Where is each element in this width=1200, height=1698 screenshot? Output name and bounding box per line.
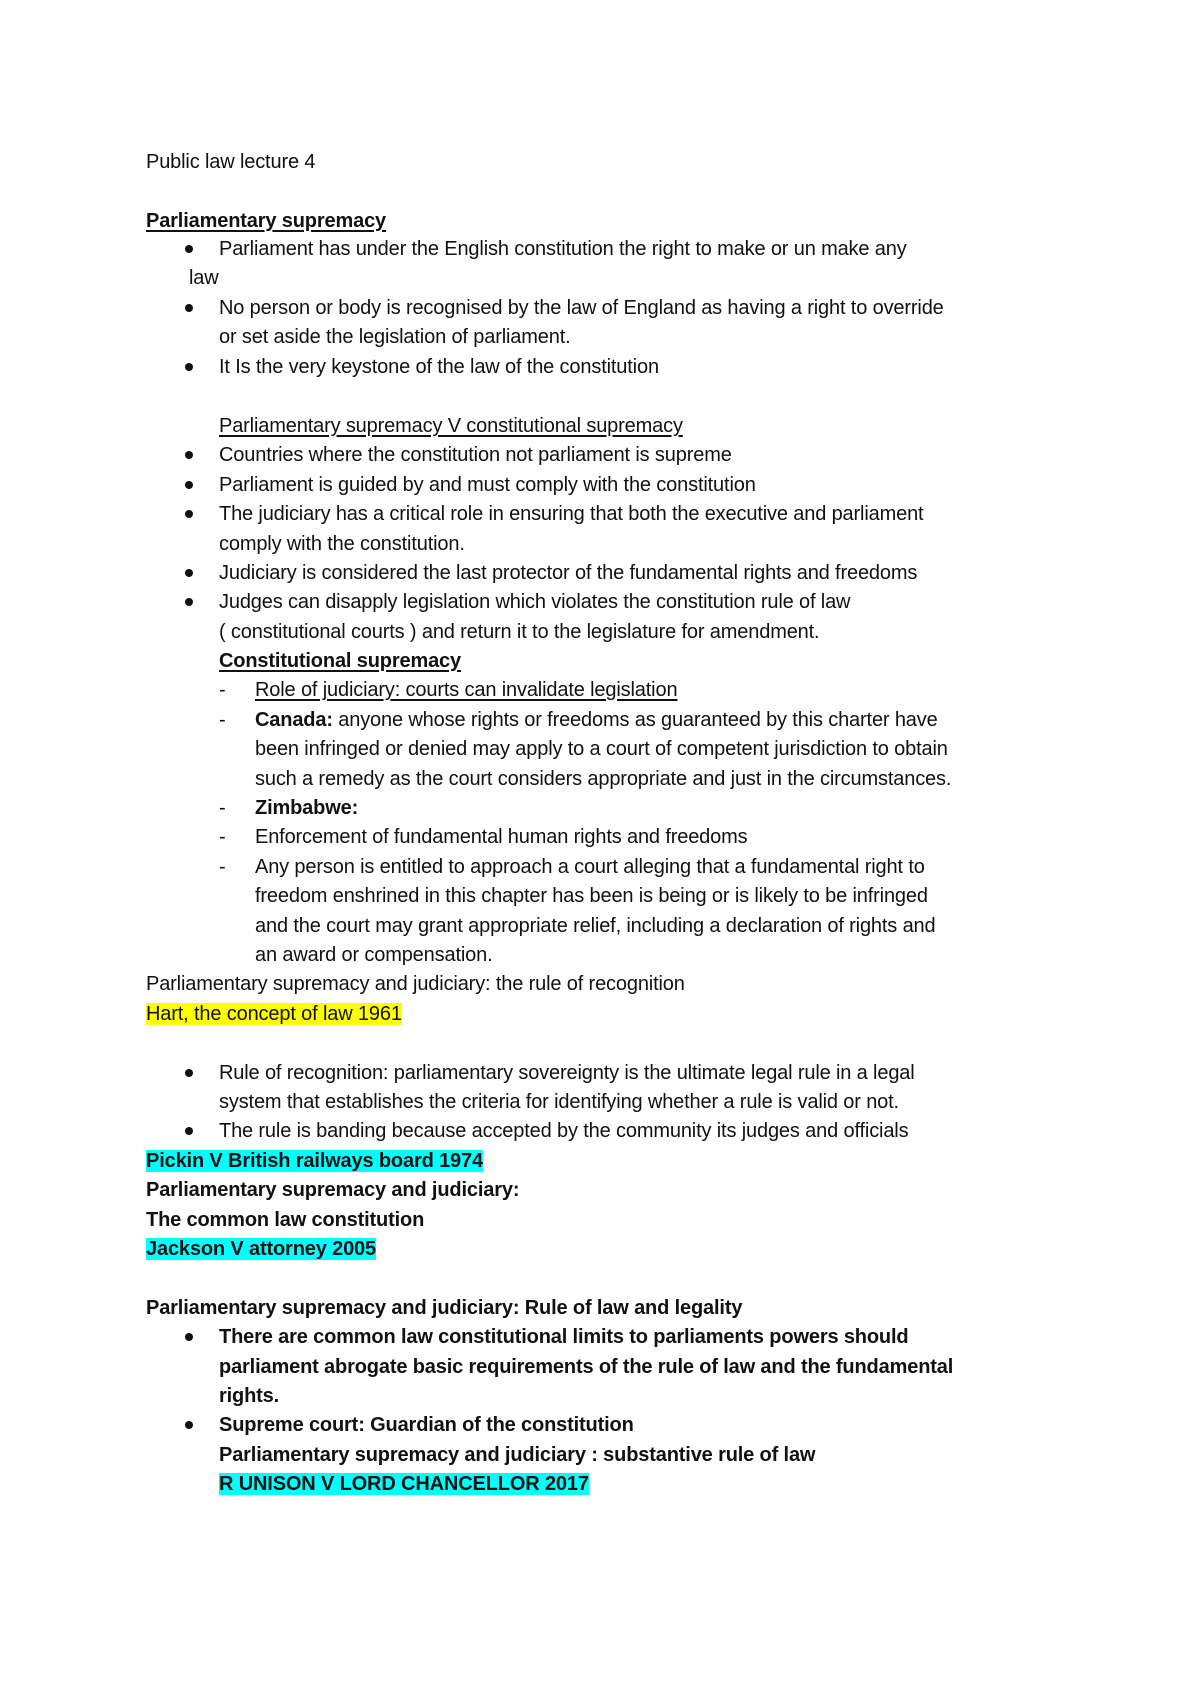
section-heading-rule-of-recognition: Parliamentary supremacy and judiciary: the rule of recognition xyxy=(146,973,685,995)
bullet-icon xyxy=(185,1069,193,1077)
dash-item-text: Role of judiciary: courts can invalidate legislation xyxy=(255,679,678,701)
country-label-zimbabwe: Zimbabwe: xyxy=(255,797,359,819)
dash-item-text: Enforcement of fundamental human rights and freedoms xyxy=(255,826,748,848)
section-heading-parliamentary-vs-constitutional: Parliamentary supremacy V constitutional supremacy xyxy=(219,415,683,437)
dash-item-continuation: such a remedy as the court considers appropriate and just in the circumstances. xyxy=(255,768,952,790)
bullet-text-continuation: comply with the constitution. xyxy=(219,533,465,555)
bullet-icon xyxy=(185,510,193,518)
bullet-text: Rule of recognition: parliamentary sovereignty is the ultimate legal rule in a legal xyxy=(219,1062,915,1084)
bullet-text: Parliament is guided by and must comply with the constitution xyxy=(219,474,756,496)
bullet-icon xyxy=(185,363,193,371)
case-name-highlighted: Hart, the concept of law 1961 xyxy=(146,1003,402,1025)
case-reference xyxy=(146,1235,376,1263)
dash-bullet-icon: - xyxy=(219,709,226,731)
bullet-text: Parliament has under the English constitution the right to make or un make any xyxy=(219,238,907,260)
bullet-text: The judiciary has a critical role in ensuring that both the executive and parliament xyxy=(219,503,924,525)
bullet-icon xyxy=(185,451,193,459)
document-title: Public law lecture 4 xyxy=(146,151,316,173)
case-reference xyxy=(146,1000,402,1028)
bullet-text: Supreme court: Guardian of the constitution xyxy=(219,1414,634,1436)
section-heading-rule-of-law-legality: Parliamentary supremacy and judiciary: Rule of law and legality xyxy=(146,1297,743,1319)
bullet-text-continuation: system that establishes the criteria for identifying whether a rule is valid or not. xyxy=(219,1091,899,1113)
sub-heading-constitutional-supremacy: Constitutional supremacy xyxy=(219,650,461,672)
dash-item-canada xyxy=(255,706,938,734)
bullet-icon xyxy=(185,569,193,577)
bullet-text: The rule is banding because accepted by the community its judges and officials xyxy=(219,1120,909,1142)
bullet-text: No person or body is recognised by the law of England as having a right to override xyxy=(219,297,944,319)
bullet-text-continuation: ( constitutional courts ) and return it to the legislature for amendment. xyxy=(219,621,820,643)
dash-bullet-icon: - xyxy=(219,679,226,701)
dash-item-continuation: been infringed or denied may apply to a court of competent jurisdiction to obtain xyxy=(255,738,948,760)
bullet-icon xyxy=(185,245,193,253)
bullet-text: Judiciary is considered the last protector of the fundamental rights and freedoms xyxy=(219,562,918,584)
case-reference xyxy=(219,1470,589,1498)
dash-item-continuation: an award or compensation. xyxy=(255,944,493,966)
bullet-sub-heading: Parliamentary supremacy and judiciary : substantive rule of law xyxy=(219,1444,816,1466)
bullet-icon xyxy=(185,304,193,312)
bullet-text: There are common law constitutional limits to parliaments powers should xyxy=(219,1326,909,1348)
dash-item-continuation: and the court may grant appropriate relief, including a declaration of rights and xyxy=(255,915,936,937)
dash-bullet-icon: - xyxy=(219,856,226,878)
dash-bullet-icon: - xyxy=(219,797,226,819)
bullet-text: Countries where the constitution not parliament is supreme xyxy=(219,444,732,466)
bullet-text-continuation: parliament abrogate basic requirements of the rule of law and the fundamental xyxy=(219,1356,954,1378)
bullet-text-continuation: rights. xyxy=(219,1385,280,1407)
dash-bullet-icon: - xyxy=(219,826,226,848)
sub-heading-common-law-constitution: The common law constitution xyxy=(146,1209,425,1231)
case-name-highlighted: R UNISON V LORD CHANCELLOR 2017 xyxy=(219,1473,589,1495)
section-heading-parliamentary-supremacy: Parliamentary supremacy xyxy=(146,210,387,232)
bullet-icon xyxy=(185,1421,193,1429)
dash-item-text: Any person is entitled to approach a court alleging that a fundamental right to xyxy=(255,856,925,878)
case-name-highlighted: Pickin V British railways board 1974 xyxy=(146,1150,483,1172)
dash-item-continuation: freedom enshrined in this chapter has been is being or is likely to be infringed xyxy=(255,885,928,907)
section-heading-judiciary: Parliamentary supremacy and judiciary: xyxy=(146,1179,520,1201)
bullet-icon xyxy=(185,1127,193,1135)
country-label-canada: Canada: xyxy=(255,709,333,731)
bullet-icon xyxy=(185,1333,193,1341)
case-reference xyxy=(146,1147,483,1175)
bullet-text-continuation: law xyxy=(189,267,219,289)
case-name-highlighted: Jackson V attorney 2005 xyxy=(146,1238,377,1260)
bullet-text: It Is the very keystone of the law of the constitution xyxy=(219,356,659,378)
dash-item-text: anyone whose rights or freedoms as guaranteed by this charter have xyxy=(332,709,938,731)
bullet-icon xyxy=(185,481,193,489)
bullet-icon xyxy=(185,598,193,606)
bullet-text-continuation: or set aside the legislation of parliament. xyxy=(219,326,571,348)
bullet-text: Judges can disapply legislation which violates the constitution rule of law xyxy=(219,591,851,613)
